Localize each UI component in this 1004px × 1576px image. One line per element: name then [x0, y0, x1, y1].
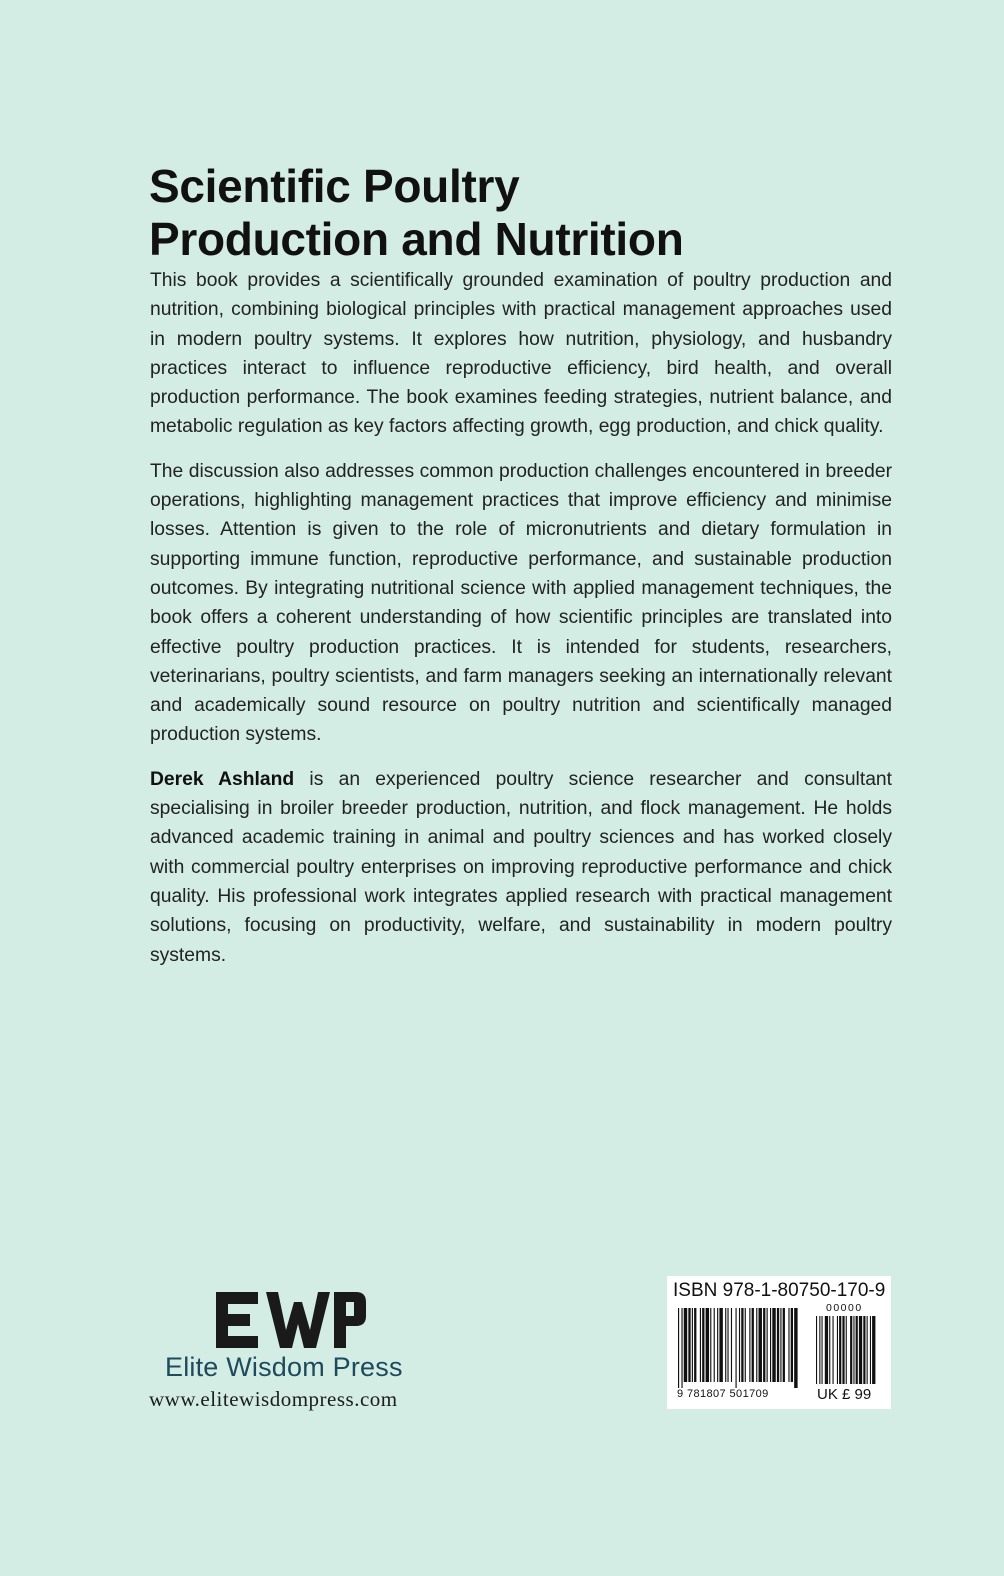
barcode-bar [791, 1308, 793, 1382]
barcode-addon-bar [853, 1316, 854, 1384]
barcode-addon-bar [819, 1316, 820, 1384]
barcode-addon-bar [846, 1316, 847, 1384]
barcode-addon-bar [829, 1316, 830, 1384]
barcode-addon-bar [867, 1316, 868, 1384]
barcode-addon-digits: 00000 [826, 1302, 863, 1314]
barcode-bar [749, 1308, 750, 1382]
author-bio [150, 765, 892, 970]
barcode-bar [777, 1308, 779, 1382]
barcode-bar [714, 1308, 715, 1382]
price: UK £ 99 [817, 1386, 872, 1403]
book-title-line-2: Production and Nutrition [149, 213, 684, 265]
barcode-bar [767, 1308, 768, 1382]
barcode-addon-bar [822, 1316, 823, 1384]
barcode-bar [756, 1308, 757, 1382]
barcode-bar [719, 1308, 722, 1382]
book-title [149, 160, 869, 266]
barcode-bar [692, 1308, 693, 1382]
barcode-addon-bar [816, 1316, 817, 1384]
barcode-bar [752, 1308, 754, 1382]
book-title-line-1: Scientific Poultry [149, 160, 520, 212]
publisher-url: www.elitewisdompress.com [149, 1387, 398, 1411]
barcode-bar [688, 1308, 690, 1382]
isbn-label: ISBN 978-1-80750-170-9 [673, 1280, 886, 1301]
barcode-bar [727, 1308, 728, 1382]
barcode-bar [741, 1308, 743, 1382]
barcode-addon-bar [872, 1316, 875, 1384]
barcode-bar [759, 1308, 762, 1382]
barcode-bar [772, 1308, 775, 1382]
barcode-bar [739, 1308, 740, 1382]
barcode-addon-bar [837, 1316, 838, 1384]
barcode-addon-bar [833, 1316, 834, 1384]
barcode-bar [702, 1308, 704, 1382]
barcode-bar [736, 1308, 737, 1388]
barcode-bar [684, 1308, 687, 1382]
barcode-bar [706, 1308, 709, 1382]
barcode-addon-bar [842, 1316, 844, 1384]
barcode-bar [710, 1308, 711, 1382]
publisher-logo [216, 1292, 366, 1348]
author-name: Derek Ashland [150, 768, 295, 790]
barcode-digits: 9 781807 501709 [677, 1388, 769, 1400]
barcode-addon-bar [870, 1316, 871, 1384]
barcode-addon-bar [863, 1316, 865, 1384]
barcode-bar [794, 1308, 797, 1388]
publisher-name: Elite Wisdom Press [165, 1352, 403, 1382]
barcode-bar [681, 1308, 682, 1388]
barcode-addon-bar [825, 1316, 828, 1384]
barcode-bar [700, 1308, 701, 1382]
barcode-addon-bar [850, 1316, 852, 1384]
barcode-addon-bar [859, 1316, 862, 1384]
barcode-bar [770, 1308, 771, 1382]
blurb [150, 266, 892, 985]
author-bio-text: is an experienced poultry science researcher and consultant specialising in broiler breeder production, nutrition, and flock management. He holds advanced academic training in animal and poultry sciences and has worked closely with commercial poultry enterprises on improving reproductive performance and chick quality. His professional work integrates applied research with practical management solutions, focusing on productivity, welfare, and sustainability in modern poultry systems. [150, 768, 892, 966]
barcode-addon-bar [839, 1316, 841, 1384]
barcode-bar [780, 1308, 781, 1382]
barcode-bar [788, 1308, 789, 1382]
barcode-addon-bar [856, 1316, 858, 1384]
barcode-bar [717, 1308, 718, 1382]
barcode-bar [745, 1308, 746, 1382]
barcode-bar [725, 1308, 726, 1382]
barcode-bar [678, 1308, 679, 1388]
barcode-bar [763, 1308, 765, 1382]
barcode-bar [783, 1308, 785, 1382]
blurb-paragraph-1: This book provides a scientifically grounded examination of poultry production and nutrition, combining biological principles with practical management approaches used in modern poultry systems. It explores how nutrition, physiology, and husbandry practices interact to influence reproductive efficiency, bird health, and overall production performance. The book examines feeding strategies, nutrient balance, and metabolic regulation as key factors affecting growth, egg production, and chick quality. [150, 270, 892, 438]
blurb-paragraph-2: The discussion also addresses common production challenges encountered in breeder operations, highlighting management practices that improve efficiency and minimise losses. Attention is given to the role of micronutrients and dietary formulation in supporting immune function, reproductive performance, and sustainable production outcomes. By integrating nutritional science with applied management techniques, the book offers a coherent understanding of how scientific principles are translated into effective poultry production practices. It is intended for students, researchers, veterinarians, poultry scientists, and farm managers seeking an internationally relevant and academically sound resource on poultry nutrition and scientifically managed production systems. [150, 460, 892, 746]
barcode-bar [694, 1308, 696, 1382]
isbn-barcode [667, 1276, 891, 1409]
barcode-bar [731, 1308, 732, 1382]
